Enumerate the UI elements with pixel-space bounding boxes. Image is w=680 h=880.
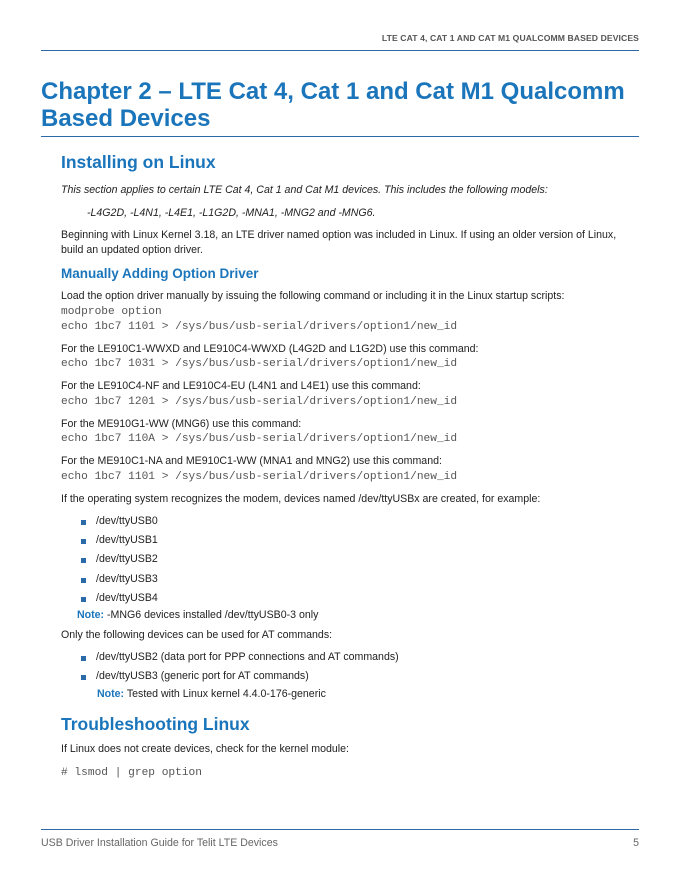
list-item: /dev/ttyUSB4	[61, 589, 639, 608]
footer-doc-title: USB Driver Installation Guide for Telit LTE Devices	[41, 837, 278, 849]
at-device-list	[61, 648, 639, 686]
installing-heading: Installing on Linux	[61, 152, 216, 172]
list-item: /dev/ttyUSB1	[61, 531, 639, 550]
troubleshooting-heading: Troubleshooting Linux	[61, 713, 250, 734]
le910c4-text: For the LE910C4-NF and LE910C4-EU (L4N1 and L4E1) use this command:	[61, 380, 421, 392]
page-number: 5	[633, 837, 639, 849]
le910c1-text: For the LE910C1-WWXD and LE910C4-WWXD (L4G2D and L1G2D) use this command:	[61, 342, 479, 355]
code-le910c1: echo 1bc7 1031 > /sys/bus/usb-serial/drivers/option1/new_id	[61, 358, 458, 370]
list-item: /dev/ttyUSB0	[61, 512, 639, 531]
code-me910g1: echo 1bc7 110A > /sys/bus/usb-serial/drivers/option1/new_id	[61, 433, 458, 445]
running-header: LTE CAT 4, CAT 1 AND CAT M1 QUALCOMM BASED DEVICES	[381, 33, 639, 43]
header-rule	[41, 50, 639, 51]
list-item: /dev/ttyUSB3 (generic port for AT commands)	[61, 667, 639, 686]
page-content	[61, 148, 639, 780]
me910g1-text: For the ME910G1-WW (MNG6) use this command:	[61, 417, 302, 430]
note-text: Tested with Linux kernel 4.4.0-176-generic	[124, 687, 326, 700]
code-modprobe: modprobe option	[61, 305, 162, 318]
chapter-rule	[41, 136, 639, 137]
note-kernel	[61, 687, 639, 701]
troubleshooting-text: If Linux does not create devices, check for the kernel module:	[61, 742, 349, 755]
note-text: -MNG6 devices installed /dev/ttyUSB0-3 only	[104, 609, 319, 622]
me910c1-text: For the ME910C1-NA and ME910C1-WW (MNA1 and MNG2) use this command:	[61, 455, 442, 467]
code-default: echo 1bc7 1101 > /sys/bus/usb-serial/drivers/option1/new_id	[61, 320, 458, 333]
code-le910c4: echo 1bc7 1201 > /sys/bus/usb-serial/drivers/option1/new_id	[61, 395, 458, 408]
at-text: Only the following devices can be used for AT commands:	[61, 629, 333, 642]
manual-heading: Manually Adding Option Driver	[61, 266, 259, 281]
code-me910c1: echo 1bc7 1101 > /sys/bus/usb-serial/drivers/option1/new_id	[61, 470, 458, 483]
list-item: /dev/ttyUSB2	[61, 550, 639, 569]
recognize-text: If the operating system recognizes the modem, devices named /dev/ttyUSBx are created, for example:	[61, 492, 541, 505]
manual-intro: Load the option driver manually by issuing the following command or including it in the Linux startup scripts:	[61, 290, 565, 302]
models-text: -L4G2D, -L4N1, -L4E1, -L1G2D, -MNA1, -MNG2 and -MNG6.	[87, 206, 376, 219]
chapter-title: Chapter 2 – LTE Cat 4, Cat 1 and Cat M1 Qualcomm Based Devices	[41, 78, 625, 132]
footer-rule	[41, 829, 639, 830]
list-item: /dev/ttyUSB2 (data port for PPP connections and AT commands)	[61, 648, 639, 667]
list-item: /dev/ttyUSB3	[61, 570, 639, 589]
note-mng6	[61, 608, 639, 622]
applies-text: This section applies to certain LTE Cat 4, Cat 1 and Cat M1 devices. This includes the following models:	[61, 184, 548, 196]
code-lsmod: # lsmod | grep option	[61, 767, 202, 780]
note-label: Note:	[97, 687, 125, 700]
device-list	[61, 512, 639, 608]
note-label: Note:	[77, 609, 105, 622]
kernel-text: Beginning with Linux Kernel 3.18, an LTE driver named option was included in Linux. If using an older version of Linux, build an updated option driver.	[61, 229, 617, 256]
